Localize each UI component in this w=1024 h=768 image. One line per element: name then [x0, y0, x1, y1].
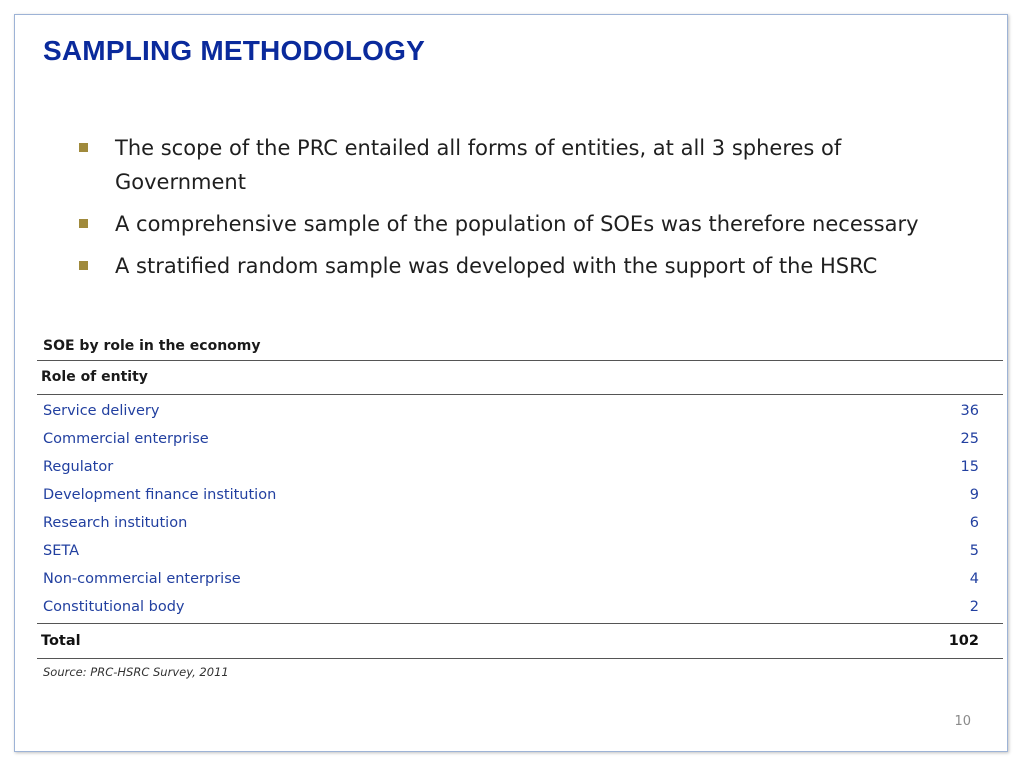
table-caption: SOE by role in the economy	[37, 332, 1003, 361]
table-source-note: Source: PRC-HSRC Survey, 2011	[43, 665, 229, 679]
table-row	[37, 593, 1003, 621]
slide-frame	[14, 14, 1008, 752]
table-header: Role of entity	[37, 361, 1003, 395]
row-value: 9	[969, 487, 979, 503]
bullet-text: A comprehensive sample of the population of SOEs was therefore necessary	[115, 212, 919, 236]
row-value: 5	[969, 543, 979, 559]
row-value: 2	[969, 599, 979, 615]
table-row	[37, 425, 1003, 453]
row-label: Regulator	[43, 459, 114, 475]
row-label: Development finance institution	[43, 487, 277, 503]
square-bullet-icon	[79, 143, 88, 152]
row-value: 4	[969, 571, 979, 587]
row-value: 36	[960, 403, 979, 419]
table-row	[37, 537, 1003, 565]
row-label: Research institution	[43, 515, 188, 531]
row-value: 6	[969, 515, 979, 531]
soe-table	[37, 332, 1003, 679]
bullet-item	[77, 207, 977, 241]
bullet-list	[77, 131, 977, 291]
square-bullet-icon	[79, 219, 88, 228]
table-row	[37, 509, 1003, 537]
total-label: Total	[41, 633, 81, 649]
table-row	[37, 481, 1003, 509]
slide-title: SAMPLING METHODOLOGY	[43, 35, 425, 66]
bullet-item	[77, 249, 977, 283]
bullet-item	[77, 131, 977, 199]
row-label: SETA	[43, 543, 80, 559]
table-body	[37, 395, 1003, 621]
bullet-text: A stratified random sample was developed with the support of the HSRC	[115, 254, 878, 278]
page-number: 10	[954, 714, 971, 729]
total-value: 102	[948, 633, 979, 649]
square-bullet-icon	[79, 261, 88, 270]
row-value: 15	[960, 459, 979, 475]
table-row	[37, 453, 1003, 481]
row-label: Constitutional body	[43, 599, 185, 615]
row-label: Commercial enterprise	[43, 431, 209, 447]
table-row	[37, 397, 1003, 425]
row-value: 25	[960, 431, 979, 447]
row-label: Non-commercial enterprise	[43, 571, 241, 587]
row-label: Service delivery	[43, 403, 160, 419]
table-total-row	[37, 623, 1003, 659]
bullet-text: The scope of the PRC entailed all forms of entities, at all 3 spheres of Government	[115, 136, 842, 194]
table-row	[37, 565, 1003, 593]
